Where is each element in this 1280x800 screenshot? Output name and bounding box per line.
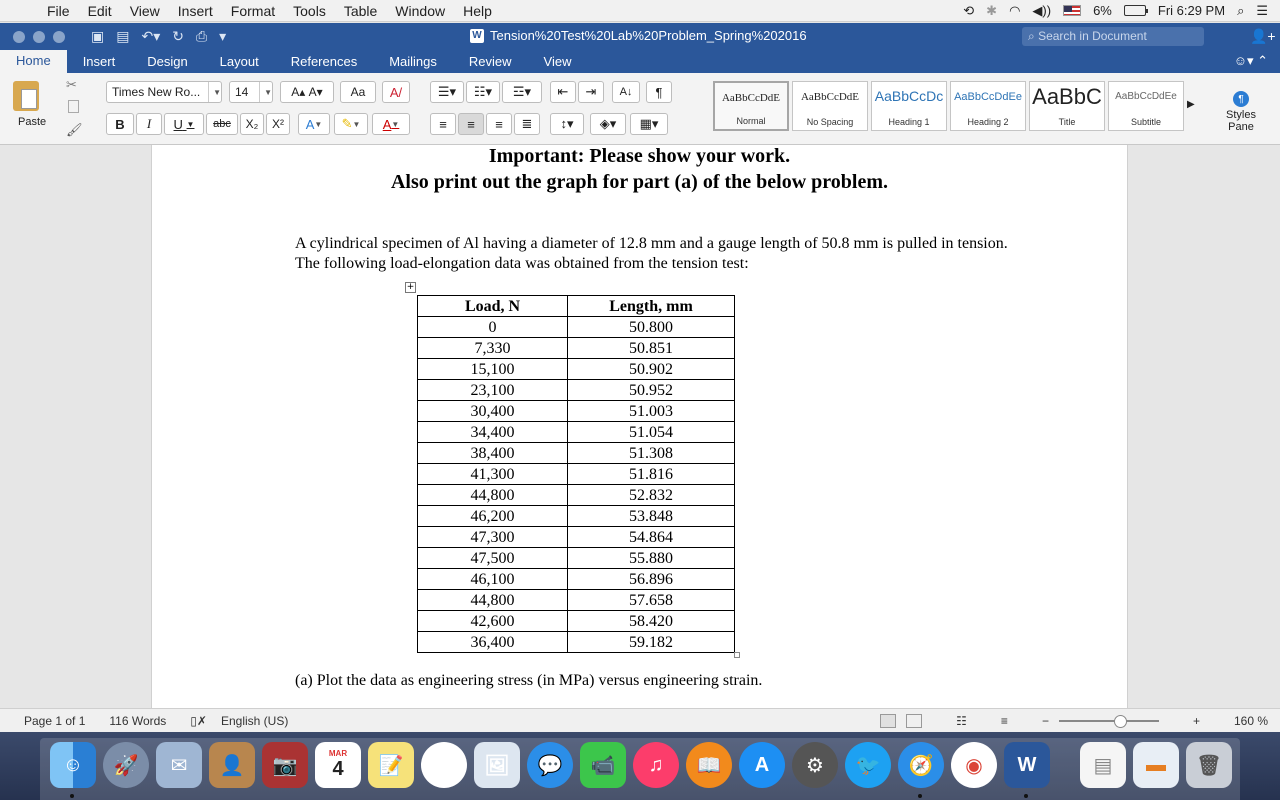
zoom-slider[interactable]	[1059, 720, 1159, 722]
paste-label[interactable]: Paste	[18, 116, 47, 128]
app-store-icon[interactable]: A	[739, 742, 785, 788]
preview-icon[interactable]: 🖼	[474, 742, 520, 788]
table-row	[418, 485, 735, 506]
load-cell: 23,100	[418, 380, 568, 401]
menu-format[interactable]: Format	[230, 2, 276, 19]
length-cell: 56.896	[568, 569, 735, 590]
itunes-icon[interactable]: ♫	[633, 742, 679, 788]
length-cell: 54.864	[568, 527, 735, 548]
document-stack-icon[interactable]: ▤	[1080, 742, 1126, 788]
length-cell: 59.182	[568, 632, 735, 653]
calendar-month: MAR	[328, 749, 348, 758]
text-effects-button[interactable]: A ▼	[298, 113, 330, 135]
header-load: Load, N	[418, 296, 568, 317]
tab-home[interactable]: Home	[0, 50, 67, 73]
menu-window[interactable]: Window	[395, 2, 446, 19]
italic-label: I	[146, 116, 152, 131]
borders-icon[interactable]: ▦▾	[630, 113, 668, 135]
facetime-icon[interactable]: 📹	[580, 742, 626, 788]
style-name: Heading 1	[888, 117, 930, 127]
style-sample: AaBbCcDdEe	[1115, 91, 1177, 102]
notification-center-icon[interactable]: ☰	[1256, 2, 1268, 18]
outline-view-icon[interactable]: ☷	[956, 713, 967, 728]
load-cell: 34,400	[418, 422, 568, 443]
strikethrough-button[interactable]	[206, 113, 238, 135]
bold-button[interactable]	[106, 113, 134, 135]
tab-insert[interactable]: Insert	[82, 54, 116, 69]
tab-design[interactable]: Design	[147, 54, 188, 69]
load-cell: 44,800	[418, 590, 568, 611]
document-title: Tension%20Test%20Lab%20Problem_Spring%202016	[490, 28, 807, 43]
web-layout-view-button[interactable]	[906, 714, 922, 728]
safari-icon[interactable]: 🧭	[898, 742, 944, 788]
heading-important: Important: Please show your work.	[488, 145, 791, 167]
numbering-icon[interactable]: ☷▾	[466, 81, 500, 103]
menu-help[interactable]: Help	[463, 2, 492, 19]
superscript-button[interactable]	[266, 113, 290, 135]
justify-icon[interactable]: ≣	[514, 113, 540, 135]
redo-icon[interactable]: ↻	[172, 28, 184, 44]
styles-pane-icon: ¶	[1233, 91, 1249, 107]
print-layout-view-button[interactable]	[880, 714, 896, 728]
table-row	[418, 359, 735, 380]
table-row	[418, 443, 735, 464]
close-window-button[interactable]	[13, 31, 25, 43]
downloads-stack-icon[interactable]: ▬	[1133, 742, 1179, 788]
load-cell: 15,100	[418, 359, 568, 380]
proofing-icon[interactable]: ▯✗	[190, 713, 207, 728]
table-row	[418, 464, 735, 485]
length-cell: 52.832	[568, 485, 735, 506]
multilevel-list-icon[interactable]: ☲▾	[502, 81, 542, 103]
window-title-bar	[0, 23, 1280, 50]
zoom-window-button[interactable]	[53, 31, 65, 43]
part-a-text: (a) Plot the data as engineering stress (in MPa) versus engineering strain.	[295, 672, 763, 689]
load-cell: 0	[418, 317, 568, 338]
superscript-label: X²	[272, 117, 284, 131]
home-ribbon	[0, 73, 1280, 145]
format-painter-icon[interactable]: 🖌	[66, 122, 83, 137]
length-cell: 55.880	[568, 548, 735, 569]
mail-icon[interactable]: ✉	[156, 742, 202, 788]
menu-insert[interactable]: Insert	[177, 2, 213, 19]
align-center-icon[interactable]: ≡	[458, 113, 484, 135]
increase-indent-icon[interactable]: ⇥	[578, 81, 604, 103]
text-effects-label: A	[305, 116, 315, 132]
table-row	[418, 317, 735, 338]
sidebar-toggle-icon[interactable]: ▣	[91, 28, 105, 44]
ibooks-icon[interactable]: 📖	[686, 742, 732, 788]
finder-icon[interactable]: ☺	[50, 742, 96, 788]
line-spacing-icon[interactable]: ↕▾	[550, 113, 584, 135]
style-sample: AaBbCcDdEe	[954, 91, 1022, 103]
tab-mailings[interactable]: Mailings	[389, 54, 437, 69]
problem-paragraph: A cylindrical specimen of Al having a diameter of 12.8 mm and a gauge length of 50.8 mm is pulled in tension. The following load-elongation data was obtained from the tension test:	[295, 235, 1008, 272]
style-title[interactable]	[1029, 81, 1105, 131]
tab-view[interactable]: View	[543, 54, 572, 69]
photos-icon[interactable]: ✿	[421, 742, 467, 788]
underline-label: U	[173, 116, 183, 132]
length-cell: 51.003	[568, 401, 735, 422]
show-formatting-button[interactable]	[646, 81, 672, 103]
style-no-spacing[interactable]	[792, 81, 868, 131]
table-move-handle-icon[interactable]: +	[406, 282, 415, 292]
notes-icon[interactable]: 📝	[368, 742, 414, 788]
length-cell: 50.800	[568, 317, 735, 338]
load-cell: 7,330	[418, 338, 568, 359]
grow-font-button[interactable]: A▴	[291, 85, 306, 99]
bluetooth-icon[interactable]: ✱	[986, 2, 998, 18]
decrease-indent-icon[interactable]: ⇤	[550, 81, 576, 103]
subscript-label: X₂	[245, 117, 259, 131]
load-elongation-table	[417, 295, 735, 653]
sort-icon[interactable]: A↓	[612, 81, 640, 103]
battery-percent[interactable]: 6%	[1093, 3, 1112, 18]
load-cell: 38,400	[418, 443, 568, 464]
running-indicator	[1024, 794, 1028, 798]
font-name-value: Times New Ro...	[112, 85, 201, 99]
share-icon[interactable]: 👤+	[1250, 28, 1276, 44]
macos-menu-bar	[0, 0, 1280, 22]
clear-formatting-icon[interactable]: A/	[382, 81, 410, 103]
clock[interactable]: Fri 6:29 PM	[1157, 3, 1226, 18]
length-cell: 51.816	[568, 464, 735, 485]
word-count[interactable]: 116 Words	[109, 713, 167, 728]
underline-button[interactable]: U ▼	[164, 113, 204, 135]
change-case-button[interactable]	[340, 81, 376, 103]
bullets-icon[interactable]: ☰▾	[430, 81, 464, 103]
search-icon: ⌕	[1028, 29, 1039, 43]
volume-icon[interactable]: ◀))	[1032, 2, 1052, 18]
wifi-icon[interactable]: ◠	[1009, 2, 1021, 18]
menu-edit[interactable]: Edit	[87, 2, 112, 19]
style-sample: AaBbCcDdE	[800, 91, 860, 103]
draft-view-icon[interactable]: ≡	[1000, 713, 1008, 728]
photo-booth-icon[interactable]: 📷	[262, 742, 308, 788]
styles-pane-button[interactable]	[1220, 91, 1262, 133]
load-cell: 41,300	[418, 464, 568, 485]
length-cell: 53.848	[568, 506, 735, 527]
table-row	[418, 506, 735, 527]
zoom-out-button[interactable]: −	[1041, 713, 1049, 728]
table-header-row	[418, 296, 735, 317]
document-page[interactable]	[151, 145, 1128, 708]
font-size-select[interactable]	[229, 81, 273, 103]
status-bar	[0, 708, 1280, 732]
table-row	[418, 401, 735, 422]
italic-button[interactable]	[136, 113, 162, 135]
table-row	[418, 590, 735, 611]
tab-review[interactable]: Review	[468, 54, 512, 69]
load-cell: 47,500	[418, 548, 568, 569]
length-cell: 50.952	[568, 380, 735, 401]
align-left-icon[interactable]: ≡	[430, 113, 456, 135]
contacts-icon[interactable]: 👤	[209, 742, 255, 788]
save-icon[interactable]: ▤	[116, 28, 130, 44]
table-row	[418, 380, 735, 401]
style-name: Subtitle	[1130, 117, 1162, 127]
table-row	[418, 569, 735, 590]
running-indicator	[918, 794, 922, 798]
chevron-down-icon: ▼	[259, 82, 272, 102]
pilcrow-label: ¶	[655, 84, 663, 100]
messages-icon[interactable]: 💬	[527, 742, 573, 788]
font-color-label: A	[382, 116, 392, 132]
menu-view[interactable]: View	[129, 2, 160, 19]
style-name: Normal	[736, 116, 766, 126]
customize-toolbar-icon[interactable]: ▾	[219, 28, 227, 44]
strike-label: abc	[213, 118, 231, 130]
font-name-select[interactable]	[106, 81, 222, 103]
style-heading-2[interactable]	[950, 81, 1026, 131]
shading-icon[interactable]: ◈▾	[590, 113, 626, 135]
menu-tools[interactable]: Tools	[293, 2, 326, 19]
table-row	[418, 548, 735, 569]
language[interactable]: English (US)	[220, 713, 289, 728]
shrink-font-button[interactable]: A▾	[308, 85, 323, 99]
change-case-label: Aa	[350, 85, 366, 99]
tab-layout[interactable]: Layout	[219, 54, 259, 69]
style-sample: AaBbC	[1032, 84, 1102, 109]
load-cell: 30,400	[418, 401, 568, 422]
style-sample: AaBbCcDc	[874, 88, 944, 104]
style-name: Title	[1058, 117, 1076, 127]
table-row	[418, 422, 735, 443]
load-cell: 42,600	[418, 611, 568, 632]
highlight-color-icon[interactable]: ✎ ▼	[334, 113, 368, 135]
time-machine-icon[interactable]: ⟲	[963, 2, 975, 18]
word-document-icon: W	[470, 29, 484, 43]
zoom-in-button[interactable]: +	[1192, 713, 1200, 728]
battery-icon[interactable]	[1124, 5, 1146, 16]
style-subtitle[interactable]	[1108, 81, 1184, 131]
word-icon[interactable]: W	[1004, 742, 1050, 788]
undo-icon[interactable]: ↶▾	[141, 28, 161, 44]
search-in-document-input[interactable]	[1022, 27, 1204, 46]
table-resize-handle[interactable]	[734, 652, 740, 658]
length-cell: 50.851	[568, 338, 735, 359]
running-indicator	[70, 794, 74, 798]
length-cell: 50.902	[568, 359, 735, 380]
table-row	[418, 527, 735, 548]
menu-file[interactable]: File	[47, 2, 70, 19]
paste-clipboard-icon[interactable]	[13, 81, 39, 111]
chrome-icon[interactable]: ◉	[951, 742, 997, 788]
grow-shrink-font-buttons[interactable]	[280, 81, 334, 103]
length-cell: 51.308	[568, 443, 735, 464]
cut-scissors-icon[interactable]: ✂	[66, 77, 77, 92]
feedback-smiley-icon[interactable]: ☺▾ ⌃	[1233, 53, 1268, 68]
document-scroll-area[interactable]	[0, 145, 1280, 708]
load-cell: 44,800	[418, 485, 568, 506]
minimize-window-button[interactable]	[33, 31, 45, 43]
subscript-button[interactable]	[240, 113, 264, 135]
tab-references[interactable]: References	[290, 54, 358, 69]
search-placeholder: Search in Document	[1038, 29, 1147, 43]
styles-gallery	[713, 81, 1195, 131]
style-normal[interactable]	[713, 81, 789, 131]
heading-print-graph: Also print out the graph for part (a) of the below problem.	[390, 171, 889, 193]
style-name: Heading 2	[967, 117, 1009, 127]
styles-pane-label: Styles Pane	[1226, 109, 1256, 133]
font-size-value: 14	[235, 85, 249, 99]
trash-icon[interactable]: 🗑	[1186, 742, 1232, 788]
table-row	[418, 632, 735, 653]
styles-scroll-right-icon[interactable]: ▶	[1187, 99, 1195, 110]
header-length: Length, mm	[568, 296, 735, 317]
calendar-icon[interactable]	[315, 742, 361, 788]
load-cell: 46,100	[418, 569, 568, 590]
bold-label: B	[115, 116, 125, 132]
table-row	[418, 338, 735, 359]
style-sample: AaBbCcDdE	[721, 92, 781, 104]
align-right-icon[interactable]: ≡	[486, 113, 512, 135]
ribbon-tabs	[0, 50, 1280, 73]
style-name: No Spacing	[806, 117, 854, 127]
twitter-icon[interactable]: 🐦	[845, 742, 891, 788]
length-cell: 58.420	[568, 611, 735, 632]
menu-table[interactable]: Table	[343, 2, 378, 19]
page-count[interactable]: Page 1 of 1	[24, 713, 86, 728]
print-icon[interactable]: ⎙	[195, 28, 208, 44]
launchpad-icon[interactable]: 🚀	[103, 742, 149, 788]
macos-dock	[0, 732, 1280, 800]
length-cell: 57.658	[568, 590, 735, 611]
length-cell: 51.054	[568, 422, 735, 443]
font-color-button[interactable]: A ▼	[372, 113, 410, 135]
copy-icon[interactable]	[68, 100, 79, 113]
system-preferences-icon[interactable]: ⚙	[792, 742, 838, 788]
load-cell: 47,300	[418, 527, 568, 548]
spotlight-icon[interactable]: ⌕	[1237, 2, 1245, 18]
load-cell: 46,200	[418, 506, 568, 527]
table-row	[418, 611, 735, 632]
zoom-level[interactable]: 160 %	[1233, 713, 1268, 728]
chevron-down-icon: ▼	[208, 82, 221, 102]
calendar-day: 4	[332, 758, 344, 780]
style-heading-1[interactable]	[871, 81, 947, 131]
input-source-flag-icon[interactable]	[1063, 5, 1081, 16]
load-cell: 36,400	[418, 632, 568, 653]
